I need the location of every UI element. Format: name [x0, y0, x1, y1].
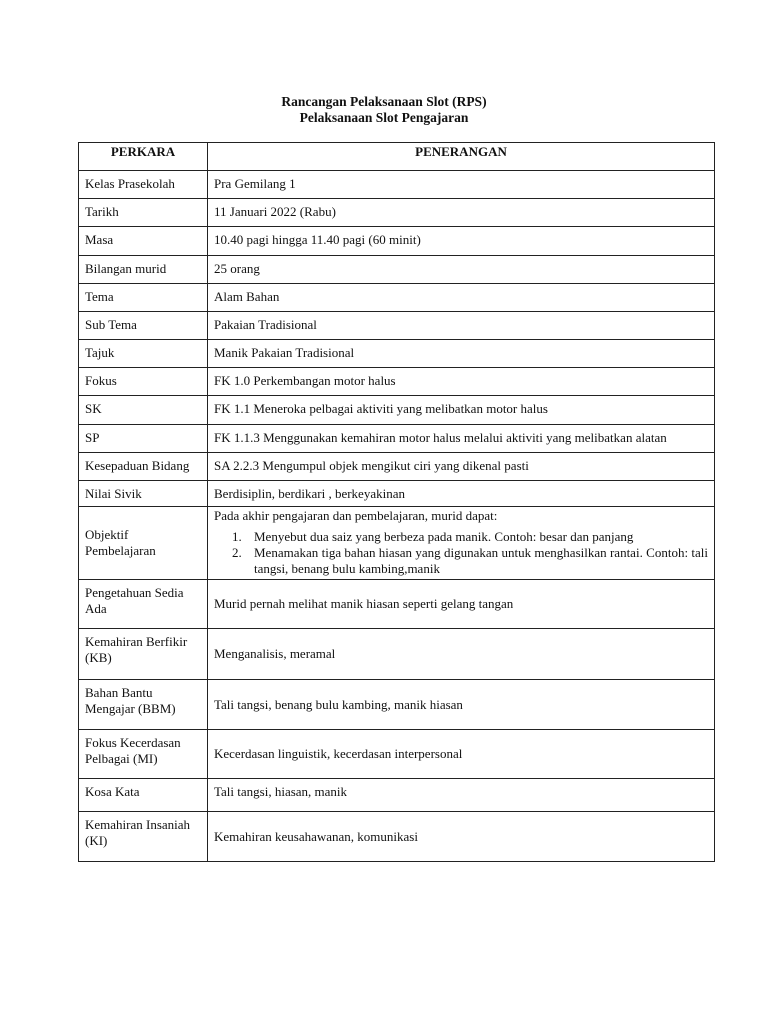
row-value: Kemahiran keusahawanan, komunikasi [208, 812, 715, 862]
row-value: Tali tangsi, hiasan, manik [208, 779, 715, 812]
row-value: FK 1.0 Perkembangan motor halus [208, 368, 715, 396]
row-label: SP [79, 425, 208, 453]
row-label: Kemahiran Berfikir (KB) [79, 629, 208, 680]
table-row-objektif [79, 507, 715, 580]
table-row [79, 312, 715, 340]
row-label: Tema [79, 284, 208, 312]
table-row [79, 284, 715, 312]
table-row [79, 812, 715, 862]
row-label: Kesepaduan Bidang [79, 453, 208, 481]
row-label: Tajuk [79, 340, 208, 368]
table-row [79, 396, 715, 425]
table-row [79, 730, 715, 779]
objektif-item-number: 1. [232, 529, 242, 544]
row-value: Murid pernah melihat manik hiasan seperti gelang tangan [208, 580, 715, 629]
row-value: SA 2.2.3 Mengumpul objek mengikut ciri yang dikenal pasti [208, 453, 715, 481]
row-label: Bahan Bantu Mengajar (BBM) [79, 680, 208, 730]
table-row [79, 171, 715, 199]
row-value: FK 1.1 Meneroka pelbagai aktiviti yang melibatkan motor halus [208, 396, 715, 425]
objektif-item-number: 2. [232, 545, 242, 560]
table-row [79, 425, 715, 453]
document-header [0, 94, 768, 126]
row-label: Objektif Pembelajaran [79, 507, 208, 580]
objektif-list [214, 529, 708, 577]
table-row [79, 779, 715, 812]
objektif-item-text: Menyebut dua saiz yang berbeza pada manik. Contoh: besar dan panjang [254, 529, 634, 544]
header-perkara: PERKARA [79, 143, 208, 171]
row-label: Masa [79, 227, 208, 256]
row-label: Kelas Prasekolah [79, 171, 208, 199]
row-label: Pengetahuan Sedia Ada [79, 580, 208, 629]
table-row [79, 368, 715, 396]
table-row [79, 580, 715, 629]
row-label: Sub Tema [79, 312, 208, 340]
table-row [79, 453, 715, 481]
table-row [79, 256, 715, 284]
table-row [79, 629, 715, 680]
row-value: 10.40 pagi hingga 11.40 pagi (60 minit) [208, 227, 715, 256]
row-label: Tarikh [79, 199, 208, 227]
row-label: Bilangan murid [79, 256, 208, 284]
objektif-cell [208, 507, 715, 580]
row-value: Pra Gemilang 1 [208, 171, 715, 199]
row-label: Kosa Kata [79, 779, 208, 812]
row-label: Fokus Kecerdasan Pelbagai (MI) [79, 730, 208, 779]
rps-table [78, 142, 715, 862]
document-subtitle: Pelaksanaan Slot Pengajaran [299, 110, 469, 125]
row-value: FK 1.1.3 Menggunakan kemahiran motor halus melalui aktiviti yang melibatkan alatan [208, 425, 715, 453]
objektif-item-text: Menamakan tiga bahan hiasan yang digunakan untuk menghasilkan rantai. Contoh: tali tangsi, benang bulu kambing,manik [254, 545, 708, 576]
table-row [79, 340, 715, 368]
table-row [79, 680, 715, 730]
row-value: Tali tangsi, benang bulu kambing, manik hiasan [208, 680, 715, 730]
table-header-row [79, 143, 715, 171]
row-label: Nilai Sivik [79, 481, 208, 507]
row-value: Berdisiplin, berdikari , berkeyakinan [208, 481, 715, 507]
row-label: Fokus [79, 368, 208, 396]
row-label: SK [79, 396, 208, 425]
row-value: Kecerdasan linguistik, kecerdasan interpersonal [208, 730, 715, 779]
table-row [79, 227, 715, 256]
table-row [79, 481, 715, 507]
row-value: 25 orang [208, 256, 715, 284]
document-title: Rancangan Pelaksanaan Slot (RPS) [281, 94, 487, 109]
row-value: Manik Pakaian Tradisional [208, 340, 715, 368]
row-value: Alam Bahan [208, 284, 715, 312]
table-row [79, 199, 715, 227]
row-label: Kemahiran Insaniah (KI) [79, 812, 208, 862]
header-penerangan: PENERANGAN [208, 143, 715, 171]
objektif-item [214, 545, 708, 577]
objektif-item [214, 529, 708, 545]
row-value: Pakaian Tradisional [208, 312, 715, 340]
row-value: Menganalisis, meramal [208, 629, 715, 680]
row-value: 11 Januari 2022 (Rabu) [208, 199, 715, 227]
objektif-intro: Pada akhir pengajaran dan pembelajaran, murid dapat: [214, 508, 498, 523]
